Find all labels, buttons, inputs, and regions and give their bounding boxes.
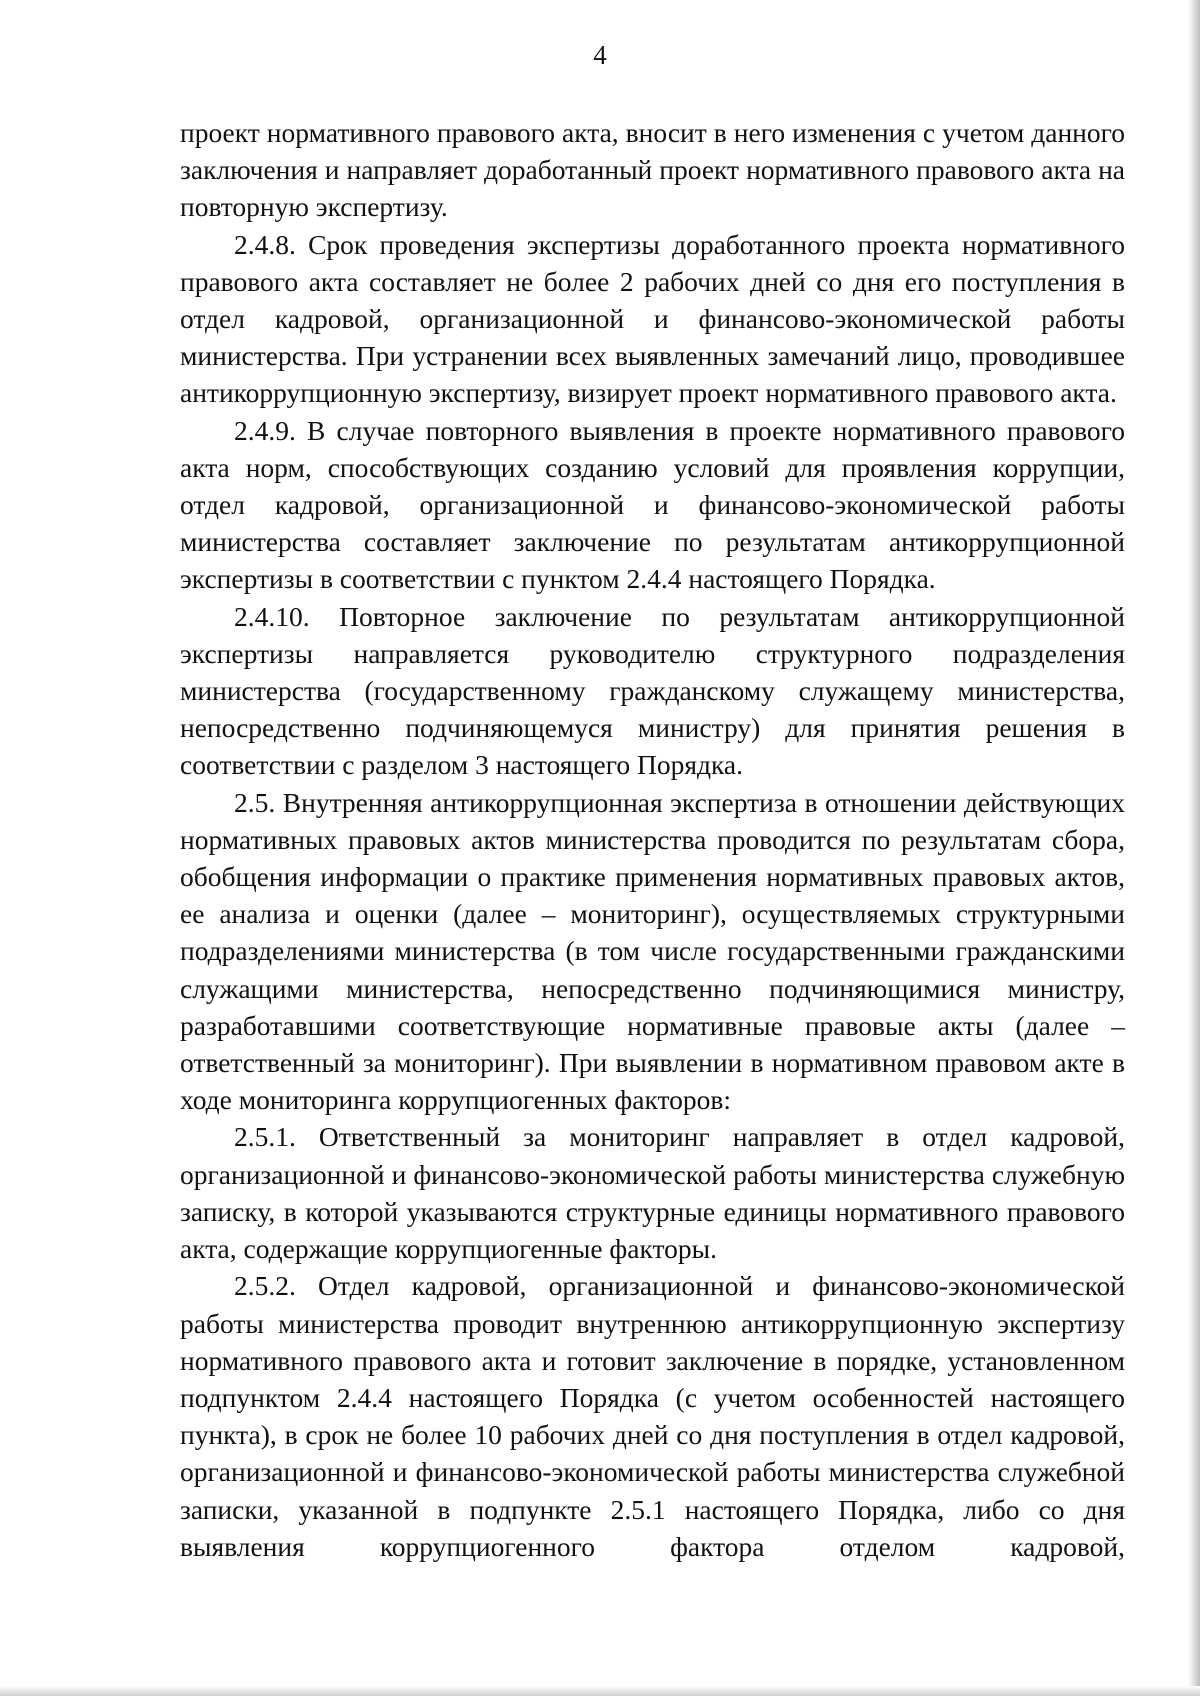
page-number: 4 bbox=[593, 40, 607, 70]
paragraph-2-5: 2.5. Внутренняя антикоррупционная экспертиза в отношении действующих нормативных правовых актов министерства проводится по результатам сбора, обобщения информации о практике применения нормативных правовых актов, ее анализа и оценки (далее – мониторинг), осуществляемых структурными подразделениями министерства (в том числе государственными гражданскими служащими министерства, непосредственно подчиняющимися министру, разработавшими соответствующие нормативные правовые акты (далее – ответственный за мониторинг). При выявлении в нормативном правовом акте в ходе мониторинга коррупциогенных факторов: bbox=[180, 786, 1125, 1116]
paragraph-2-4-9: 2.4.9. В случае повторного выявления в проекте нормативного правового акта норм, способствующих созданию условий для проявления коррупции, отдел кадровой, организационной и финансово-экономической работы министерства составляет заключение по результатам антикоррупционной экспертизы в соответствии с пунктом 2.4.4 настоящего Порядка. bbox=[180, 414, 1125, 595]
paragraph-continuation: проект нормативного правового акта, вносит в него изменения с учетом данного заключения и направляет доработанный проект нормативного правового акта на повторную экспертизу. bbox=[180, 117, 1125, 223]
paragraph-2-5-1: 2.5.1. Ответственный за мониторинг направляет в отдел кадровой, организационной и финансово-экономической работы министерства служебную записку, в которой указываются структурные единицы нормативного правового акта, содержащие коррупциогенные факторы. bbox=[180, 1121, 1125, 1265]
paragraph-2-5-2: 2.5.2. Отдел кадровой, организационной и финансово-экономической работы министерства проводит внутреннюю антикоррупционную экспертизу нормативного правового акта и готовит заключение в порядке, установленном подпунктом 2.4.4 настоящего Порядка (с учетом особенностей настоящего пункта), в срок не более 10 рабочих дней со дня поступления в отдел кадровой, организационной и финансово-экономической работы министерства служебной записки, указанной в подпункте 2.5.1 настоящего Порядка, либо со дня выявления коррупциогенного фактора отделом кадровой, bbox=[180, 1270, 1125, 1562]
scan-edge-shadow bbox=[1188, 0, 1200, 1696]
paragraph-2-4-10: 2.4.10. Повторное заключение по результатам антикоррупционной экспертизы направляется руководителю структурного подразделения министерства (государственному гражданскому служащему министерства, непосредственно подчиняющемуся министру) для принятия решения в соответствии с разделом 3 настоящего Порядка. bbox=[180, 600, 1125, 781]
document-body bbox=[180, 114, 1125, 1565]
scan-bottom-shadow bbox=[0, 1686, 1200, 1696]
paragraph-2-4-8: 2.4.8. Срок проведения экспертизы доработанного проекта нормативного правового акта составляет не более 2 рабочих дней со дня его поступления в отдел кадровой, организационной и финансово-экономической работы министерства. При устранении всех выявленных замечаний лицо, проводившее антикоррупционную экспертизу, визирует проект нормативного правового акта. bbox=[180, 228, 1125, 409]
